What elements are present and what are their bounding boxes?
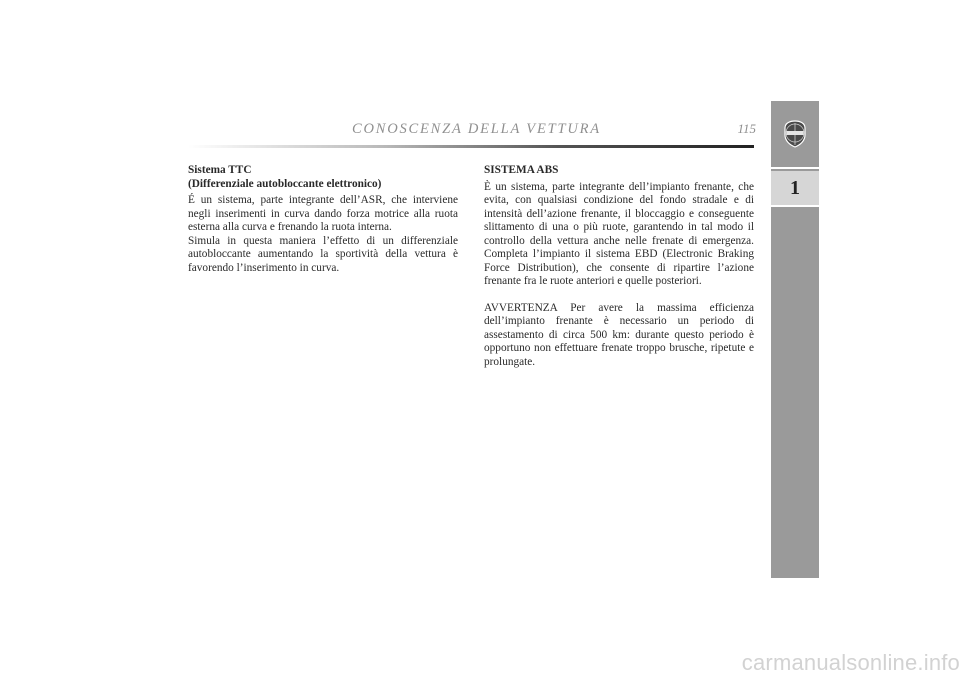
chapter-side-tab: [771, 101, 819, 578]
chapter-number: 1: [771, 171, 819, 205]
ttc-heading: [188, 164, 458, 191]
section-title: CONOSCENZA DELLA VETTURA: [352, 121, 601, 137]
right-column: [484, 164, 754, 369]
ttc-heading-line2: (Differenziale autobloccante elettronico): [188, 177, 382, 190]
ttc-paragraph-2: Simula in questa maniera l’effetto di un differenziale autobloccante aumentando la sportività della vettura è favorendo l’inserimento in curva.: [188, 234, 458, 274]
left-column: [188, 164, 458, 275]
site-watermark: carmanualsonline.info: [741, 650, 960, 675]
abs-paragraph-1: È un sistema, parte integrante dell’impianto frenante, che evita, con qualsiasi condizione del fondo stradale e di intensità dell’azione frenante, il bloccaggio e conseguente slittamento di una o più ruote, garantendo in tal modo il controllo della vettura anche nelle frenate di emergenza. Completa l’impianto il sistema EBD (Electronic Braking Force Distribution), che consente di ripartire l’azione frenante fra le ruote anteriori e quelle posteriori.: [484, 180, 754, 287]
ttc-heading-line1: Sistema TTC: [188, 164, 252, 176]
page-number: 115: [737, 121, 756, 136]
ttc-paragraph-1: É un sistema, parte integrante dell’ASR, che interviene negli inserimenti in curva dando forza motrice alla ruota esterna alla curva e frenando la ruota interna.: [188, 194, 458, 233]
tab-divider-top: [771, 167, 819, 169]
paragraph-gap: [484, 289, 754, 302]
lancia-shield-icon: [783, 120, 807, 148]
abs-warning-paragraph: AVVERTENZA Per avere la massima efficienza dell’impianto frenante è necessario un periodo di assestamento di circa 500 km: durante questo periodo è opportuno non effettuare frenate troppo brusche, ripetute e prolungate.: [484, 301, 754, 368]
tab-divider-bottom: [771, 205, 819, 207]
header-rule: [188, 145, 754, 148]
abs-heading: SISTEMA ABS: [484, 164, 559, 176]
